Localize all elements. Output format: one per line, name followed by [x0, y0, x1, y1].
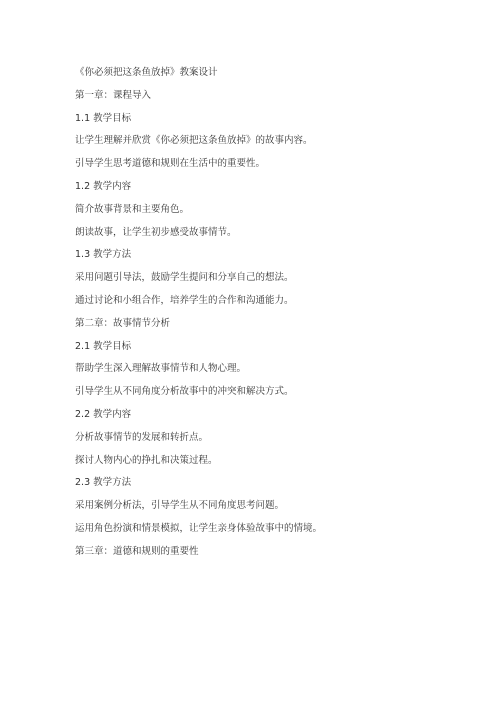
section-heading-1-3: 1.3 教学方法 [75, 249, 132, 261]
chapter-heading-1: 第一章：课程导入 [75, 89, 152, 101]
chapter-heading-3: 第三章：道德和规则的重要性 [75, 545, 199, 557]
section-heading-1-2: 1.2 教学内容 [75, 180, 132, 192]
paragraph-line: 简介故事背景和主要角色。 [75, 203, 190, 215]
section-heading-1-1: 1.1 教学目标 [75, 112, 132, 124]
paragraph-line: 引导学生思考道德和规则在生活中的重要性。 [75, 158, 266, 170]
paragraph-line: 探讨人物内心的挣扎和决策过程。 [75, 454, 218, 466]
paragraph-line: 分析故事情节的发展和转折点。 [75, 431, 209, 443]
section-heading-2-1: 2.1 教学目标 [75, 340, 132, 352]
paragraph-line: 采用问题引导法，鼓励学生提问和分享自己的想法。 [75, 272, 294, 284]
paragraph-line: 让学生理解并欣赏《你必须把这条鱼放掉》的故事内容。 [75, 135, 313, 147]
paragraph-line: 运用角色扮演和情景模拟，让学生亲身体验故事中的情境。 [75, 522, 323, 534]
paragraph-line: 朗读故事，让学生初步感受故事情节。 [75, 226, 237, 238]
paragraph-line: 引导学生从不同角度分析故事中的冲突和解决方式。 [75, 386, 294, 398]
paragraph-line: 采用案例分析法，引导学生从不同角度思考问题。 [75, 500, 285, 512]
document-title: 《你必须把这条鱼放掉》教案设计 [75, 67, 218, 78]
document-body [75, 66, 475, 568]
paragraph-line: 帮助学生深入理解故事情节和人物心理。 [75, 363, 247, 375]
section-heading-2-2: 2.2 教学内容 [75, 408, 132, 420]
chapter-heading-2: 第二章：故事情节分析 [75, 317, 171, 329]
section-heading-2-3: 2.3 教学方法 [75, 477, 132, 489]
paragraph-line: 通过讨论和小组合作，培养学生的合作和沟通能力。 [75, 294, 294, 306]
